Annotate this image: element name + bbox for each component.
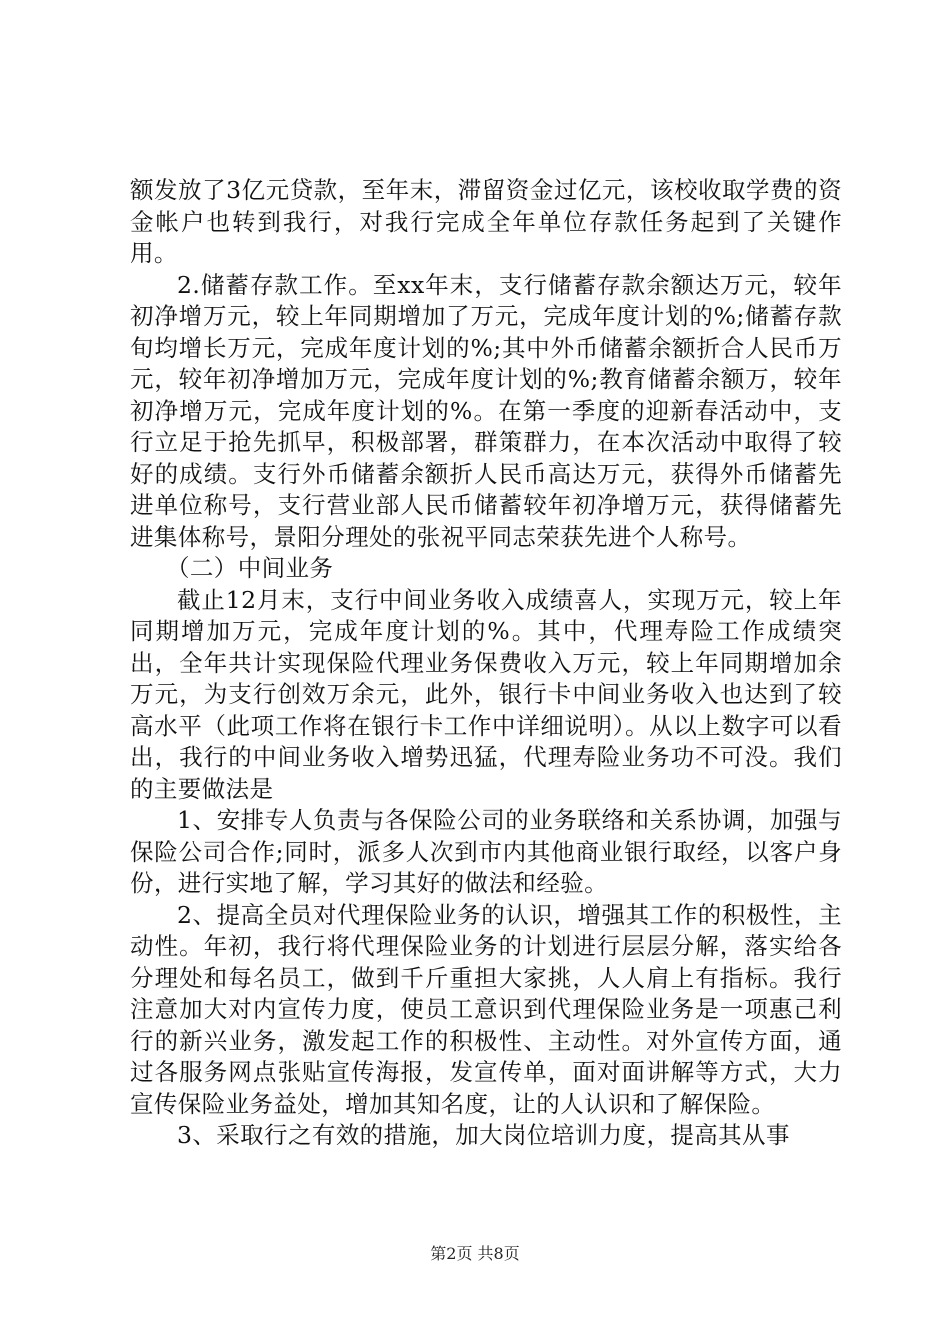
paragraph-intermediate-business-summary: 截止12月末，支行中间业务收入成绩喜人，实现万元，较上年同期增加万元，完成年度计划的%。其中，代理寿险工作成绩突出，全年共计实现保险代理业务保费收入万元，较上年同期增加余万元，为支行创效万余元，此外，银行卡中间业务收入也达到了较高水平（此项工作将在银行卡工作中详细说明）。从以上数字可以看出，我行的中间业务收入增势迅猛，代理寿险业务功不可没。我们的主要做法是 [130, 585, 842, 803]
page-number-label: 第2页 共8页 [430, 1244, 520, 1263]
paragraph-savings-deposits: 2.储蓄存款工作。至xx年末，支行储蓄存款余额达万元，较年初净增万元，较上年同期增加了万元，完成年度计划的%;储蓄存款旬均增长万元，完成年度计划的%;其中外币储蓄余额折合人民币万元，较年初净增加万元，完成年度计划的%;教育储蓄余额万，较年初净增万元，完成年度计划的%。在第一季度的迎新春活动中，支行立足于抢先抓早，积极部署，群策群力，在本次活动中取得了较好的成绩。支行外币储蓄余额折人民币高达万元，获得外币储蓄先进单位称号，支行营业部人民币储蓄较年初净增万元，获得储蓄先进集体称号，景阳分理处的张祝平同志荣获先进个人称号。 [130, 270, 842, 551]
page-footer [0, 1244, 950, 1264]
paragraph-item-1: 1、安排专人负责与各保险公司的业务联络和关系协调，加强与保险公司合作;同时，派多人次到市内其他商业银行取经，以客户身份，进行实地了解，学习其好的做法和经验。 [130, 806, 842, 897]
section-heading-intermediate-business: （二）中间业务 [166, 554, 334, 582]
paragraph-item-3: 3、采取行之有效的措施，加大岗位培训力度，提高其从事 [177, 1121, 790, 1149]
document-body [130, 175, 842, 1152]
paragraph-continuation: 额发放了3亿元贷款，至年末，滞留资金过亿元，该校收取学费的资金帐户也转到我行，对我行完成全年单位存款任务起到了关键作用。 [130, 176, 842, 267]
paragraph-item-2: 2、提高全员对代理保险业务的认识，增强其工作的积极性，主动性。年初，我行将代理保险业务的计划进行层层分解，落实给各分理处和每名员工，做到千斤重担大家挑，人人肩上有指标。我行注意加大对内宣传力度，使员工意识到代理保险业务是一项惠己利行的新兴业务，激发起工作的积极性、主动性。对外宣传方面，通过各服务网点张贴宣传海报，发宣传单，面对面讲解等方式，大力宣传保险业务益处，增加其知名度，让的人认识和了解保险。 [130, 900, 842, 1118]
